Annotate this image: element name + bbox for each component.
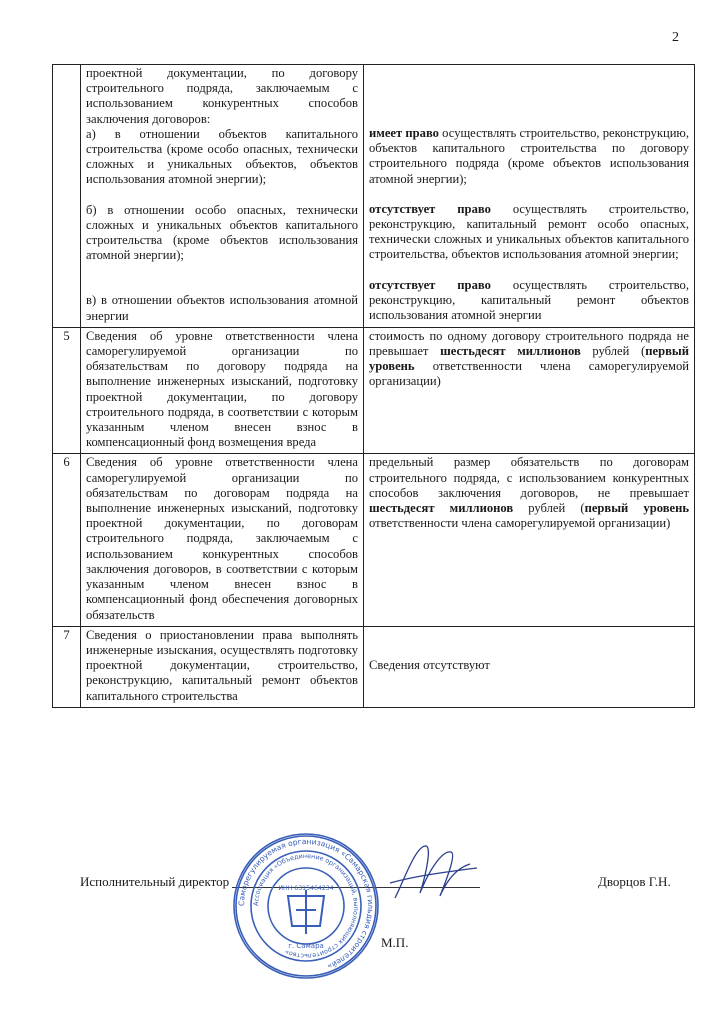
cell-text: отсутствует право осуществлять строительство, реконструкцию, капитальный ремонт объектов использования атомной энергии — [369, 277, 689, 323]
row-value-cell — [364, 327, 695, 454]
seal-city: г. Самара — [288, 942, 324, 950]
row-label-cell — [81, 626, 364, 707]
stamp-place-label: М.П. — [381, 935, 409, 950]
director-title: Исполнительный директор — [80, 874, 230, 889]
table-row — [53, 626, 695, 707]
row-value-cell — [364, 626, 695, 707]
cell-text: в) в отношении объектов использования атомной энергии — [86, 293, 358, 323]
row-value-cell — [364, 65, 695, 328]
row-label-cell — [81, 327, 364, 454]
row-number-cell: 7 — [53, 626, 81, 707]
cell-text: предельный размер обязательств по договорам строительного подряда, с использованием конкурентных способов заключения договоров, не превышает шестьдесят миллионов рублей (первый уровень ответственности члена саморегулируемой организации) — [369, 455, 689, 531]
cell-text: Сведения отсутствуют — [369, 658, 490, 673]
row-number-cell — [53, 65, 81, 328]
cell-text: отсутствует право осуществлять строительство, реконструкцию, капитальный ремонт особо опасных, технически сложных и уникальных объектов капитального строительства, объектов использования атомной энергии; — [369, 201, 689, 262]
row-label-cell — [81, 65, 364, 328]
cell-text: Сведения о приостановлении права выполнять инженерные изыскания, осуществлять подготовку проектной документации, строительство, реконструкцию, капитальный ремонт объектов капитального строительства — [86, 627, 358, 703]
row-label-cell — [81, 454, 364, 626]
svg-text:Ассоциация «Объединение органи: Ассоциация «Объединение организаций, выполняющих строительство» — [251, 851, 361, 961]
seal-inn: ИНН 6315464234 — [278, 885, 334, 892]
cell-text: стоимость по одному договору строительного подряда не превышает шестьдесят миллионов рублей (первый уровень ответственности члена саморегулируемой организации) — [369, 328, 689, 389]
cell-text: имеет право осуществлять строительство, реконструкцию, объектов капитального строительства по договору строительного подряда (кроме объектов использования атомной энергии); — [369, 126, 689, 186]
organization-seal — [230, 830, 382, 982]
cell-text: а) в отношении объектов капитального строительства (кроме особо опасных, технически сложных и уникальных объектов, объектов использования атомной энергии); — [86, 126, 358, 187]
signature — [385, 838, 480, 913]
info-table — [52, 64, 695, 708]
director-name: Дворцов Г.Н. — [598, 874, 671, 889]
cell-text: проектной документации, по договору строительного подряда, заключаемым с использованием конкурентных способов заключения договоров: — [86, 66, 358, 126]
row-value-cell — [364, 454, 695, 626]
table-row — [53, 327, 695, 454]
page-number: 2 — [672, 30, 679, 45]
table-row — [53, 454, 695, 626]
cell-text: б) в отношении особо опасных, технически сложных и уникальных объектов капитального строительства (кроме объектов использования атомной энергии); — [86, 202, 358, 263]
cell-text: Сведения об уровне ответственности члена саморегулируемой организации по обязательствам по договорам подряда на выполнение инженерных изысканий, подготовку проектной документации, по договорам строительного подряда, заключаемым с использованием конкурентных способов заключения договоров, в соответствии с которым указанным членом внесен взнос в компенсационный фонд обеспечения договорных обязательств — [86, 455, 358, 622]
row-number-cell: 6 — [53, 454, 81, 626]
svg-text:Саморегулируемая организация «: Саморегулируемая организация «Самарская гильдия строителей» — [236, 836, 376, 971]
row-number-cell: 5 — [53, 327, 81, 454]
table-row — [53, 65, 695, 328]
cell-text: Сведения об уровне ответственности члена саморегулируемой организации по обязательствам по договору подряда на выполнение инженерных изысканий, подготовку проектной документации, по договору строительного подряда, в соответствии с которым указанным членом внесен взнос в компенсационный фонд возмещения вреда — [86, 328, 358, 450]
